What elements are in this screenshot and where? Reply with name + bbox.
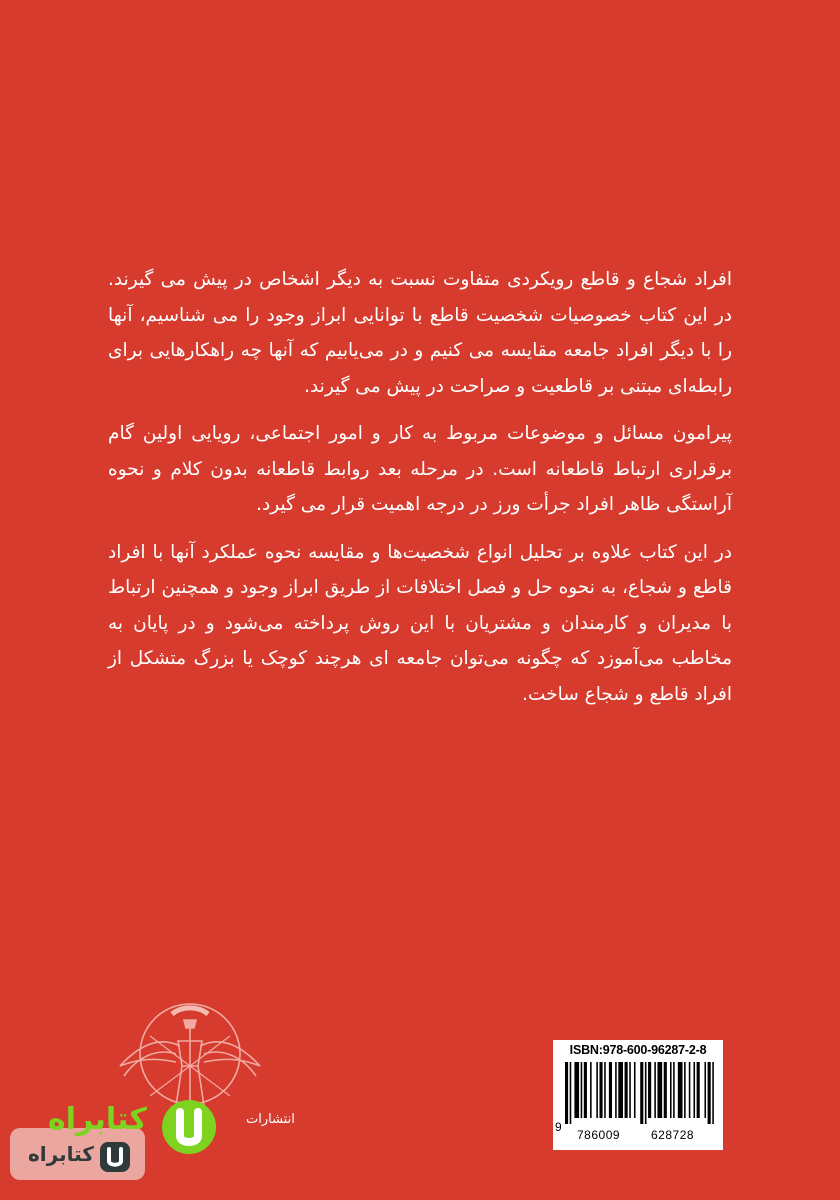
- barcode-bar: [640, 1062, 643, 1124]
- barcode-bar: [634, 1062, 636, 1118]
- barcode-bar: [673, 1062, 675, 1118]
- barcode-digits-right: 628728: [651, 1128, 695, 1142]
- barcode-bars: [565, 1062, 717, 1124]
- isbn-number: ISBN:978-600-96287-2-8: [569, 1043, 707, 1057]
- blurb-paragraph-3: در این کتاب علاوه بر تحلیل انواع شخصیت‌ها و مقایسه نحوه عملکرد آنها با افراد قاطع و شجاع، به نحوه حل و فصل اختلافات از طریق ابراز وجود و همچنین ارتباط با مدیران و کارمندان و مشتریان با این روش پرداخته می‌شود و در پایان به مخاطب می‌آموزد که چگونه می‌توان جامعه ای هرچند کوچک یا بزرگ متشکل از افراد قاطع و شجاع ساخت.: [108, 541, 732, 705]
- barcode-bar: [609, 1062, 612, 1118]
- watermark-text-bottom: کتابراه: [28, 1142, 94, 1166]
- barcode-bar: [615, 1062, 617, 1118]
- ketabrah-watermark: [10, 1090, 225, 1190]
- barcode-first-digit: 9: [555, 1120, 562, 1134]
- barcode-bar: [689, 1062, 691, 1118]
- barcode-bar: [697, 1062, 700, 1118]
- barcode-bar: [678, 1062, 683, 1118]
- barcode-bar: [618, 1062, 623, 1118]
- barcode-bar: [704, 1062, 706, 1118]
- barcode-bar: [596, 1062, 598, 1118]
- barcode-bar: [574, 1062, 579, 1118]
- blurb-text: [108, 262, 732, 724]
- barcode-bar: [684, 1062, 686, 1118]
- barcode-bar: [570, 1062, 572, 1124]
- publisher-label: انتشارات: [246, 1112, 295, 1127]
- barcode-digits-left: 786009: [577, 1128, 621, 1142]
- barcode-bar: [604, 1062, 606, 1118]
- barcode-bar: [654, 1062, 656, 1118]
- watermark-text-top: کتابراه: [48, 1102, 147, 1137]
- barcode-bar: [581, 1062, 583, 1118]
- barcode-bar: [708, 1062, 711, 1124]
- barcode-bar: [645, 1062, 647, 1124]
- barcode-bar: [629, 1062, 631, 1118]
- barcode-bar: [670, 1062, 672, 1118]
- barcode-bar: [657, 1062, 662, 1118]
- barcode-bar: [712, 1062, 714, 1124]
- barcode-bar: [693, 1062, 695, 1118]
- isbn-barcode: [553, 1040, 723, 1150]
- barcode-bar: [584, 1062, 587, 1118]
- barcode-bar: [565, 1062, 568, 1124]
- barcode-bar: [625, 1062, 628, 1118]
- blurb-paragraph-2: پیرامون مسائل و موضوعات مربوط به کار و امور اجتماعی، رویایی اولین گام برقراری ارتباط قاطعانه است. در مرحله بعد روابط قاطعانه بدون کلام و نحوه آراستگی ظاهر افراد جرأت ورز در درجه اهمیت قرار می گیرد.: [108, 423, 732, 515]
- ketabrah-logo-icon: [160, 1098, 218, 1156]
- barcode-bar: [664, 1062, 667, 1118]
- barcode-bar: [599, 1062, 602, 1118]
- barcode-bar: [648, 1062, 651, 1118]
- barcode-bar: [590, 1062, 592, 1118]
- ketabrah-small-logo-icon: [98, 1140, 132, 1174]
- blurb-paragraph-1: افراد شجاع و قاطع رویکردی متفاوت نسبت به دیگر اشخاص در پیش می گیرند. در این کتاب خصوصیات شخصیت قاطع با توانایی ابراز وجود را می شناسیم، آنها را با دیگر افراد جامعه مقایسه می کنیم و در می‌یابیم که آنها چه راهکارهایی برای رابطه‌ای مبتنی بر قاطعیت و صراحت در پیش می گیرند.: [108, 269, 732, 397]
